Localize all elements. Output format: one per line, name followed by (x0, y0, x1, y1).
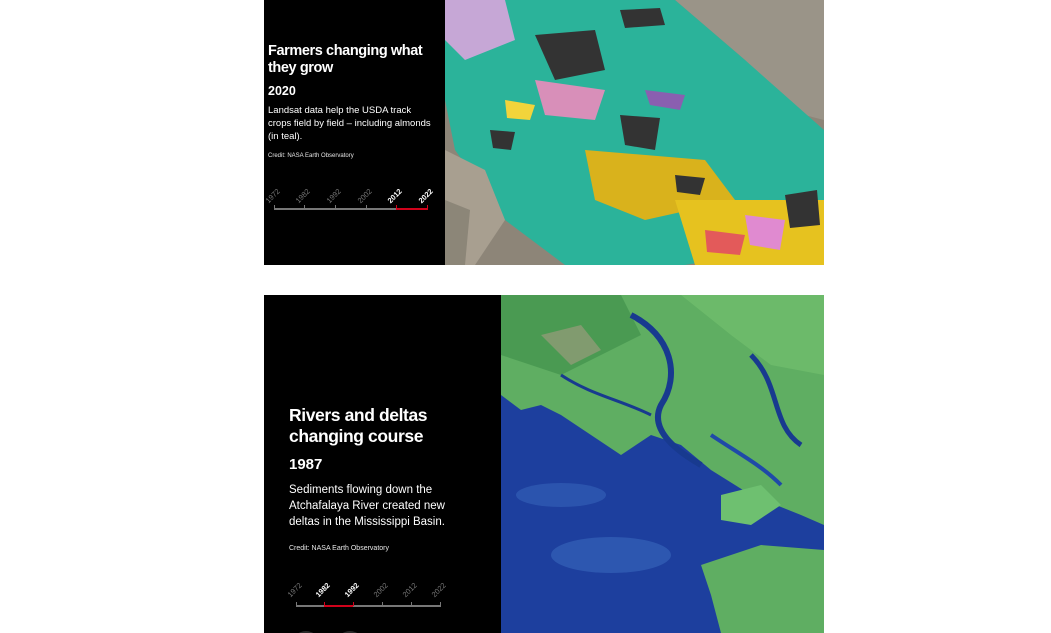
story-text-panel (264, 0, 445, 265)
year-timeline[interactable] (285, 580, 486, 618)
timeline-label-active[interactable]: 1992 (342, 580, 361, 599)
timeline-tick (382, 602, 383, 606)
timeline-tick (304, 205, 305, 209)
image-credit: Credit: NASA Earth Observatory (289, 545, 389, 552)
timeline-tick (440, 602, 441, 606)
timeline-label[interactable]: 1982 (293, 186, 312, 205)
timeline-label-active[interactable]: 2022 (416, 186, 435, 205)
story-title: Farmers changing what they grow (268, 43, 423, 76)
crop-map-image (445, 0, 824, 265)
timeline-tick (296, 602, 297, 606)
timeline-tick (353, 602, 354, 606)
story-card-crops (264, 0, 824, 265)
story-title: Rivers and deltas changing course (289, 405, 428, 446)
timeline-label[interactable]: 1972 (285, 580, 304, 599)
image-credit: Credit: NASA Earth Observatory (268, 153, 354, 159)
timeline-label-active[interactable]: 2012 (385, 186, 404, 205)
timeline-tick (335, 205, 336, 209)
story-text-panel (264, 295, 501, 633)
year-timeline[interactable] (264, 182, 440, 214)
story-description: Landsat data help the USDA track crops field by field – including almonds (in teal). (268, 105, 431, 142)
story-year: 1987 (289, 456, 323, 473)
timeline-tick (324, 602, 325, 606)
timeline-tick (274, 205, 275, 209)
timeline-tick (427, 205, 428, 209)
timeline-label-active[interactable]: 1982 (313, 580, 332, 599)
story-description: Sediments flowing down the Atchafalaya River created new deltas in the Mississippi Basin. (289, 484, 445, 528)
delta-satellite-image (501, 295, 824, 633)
timeline-label[interactable]: 2022 (429, 580, 448, 599)
timeline-label[interactable]: 2002 (371, 580, 390, 599)
timeline-selected-range (324, 605, 353, 607)
timeline-selected-range (396, 208, 428, 210)
timeline-tick (411, 602, 412, 606)
timeline-label[interactable]: 2012 (400, 580, 419, 599)
timeline-tick (366, 205, 367, 209)
timeline-label[interactable]: 1972 (264, 186, 282, 205)
timeline-track (296, 605, 441, 607)
story-card-deltas (264, 295, 824, 633)
timeline-tick (396, 205, 397, 209)
timeline-label[interactable]: 2002 (355, 186, 374, 205)
story-year: 2020 (268, 84, 296, 98)
timeline-label[interactable]: 1992 (324, 186, 343, 205)
